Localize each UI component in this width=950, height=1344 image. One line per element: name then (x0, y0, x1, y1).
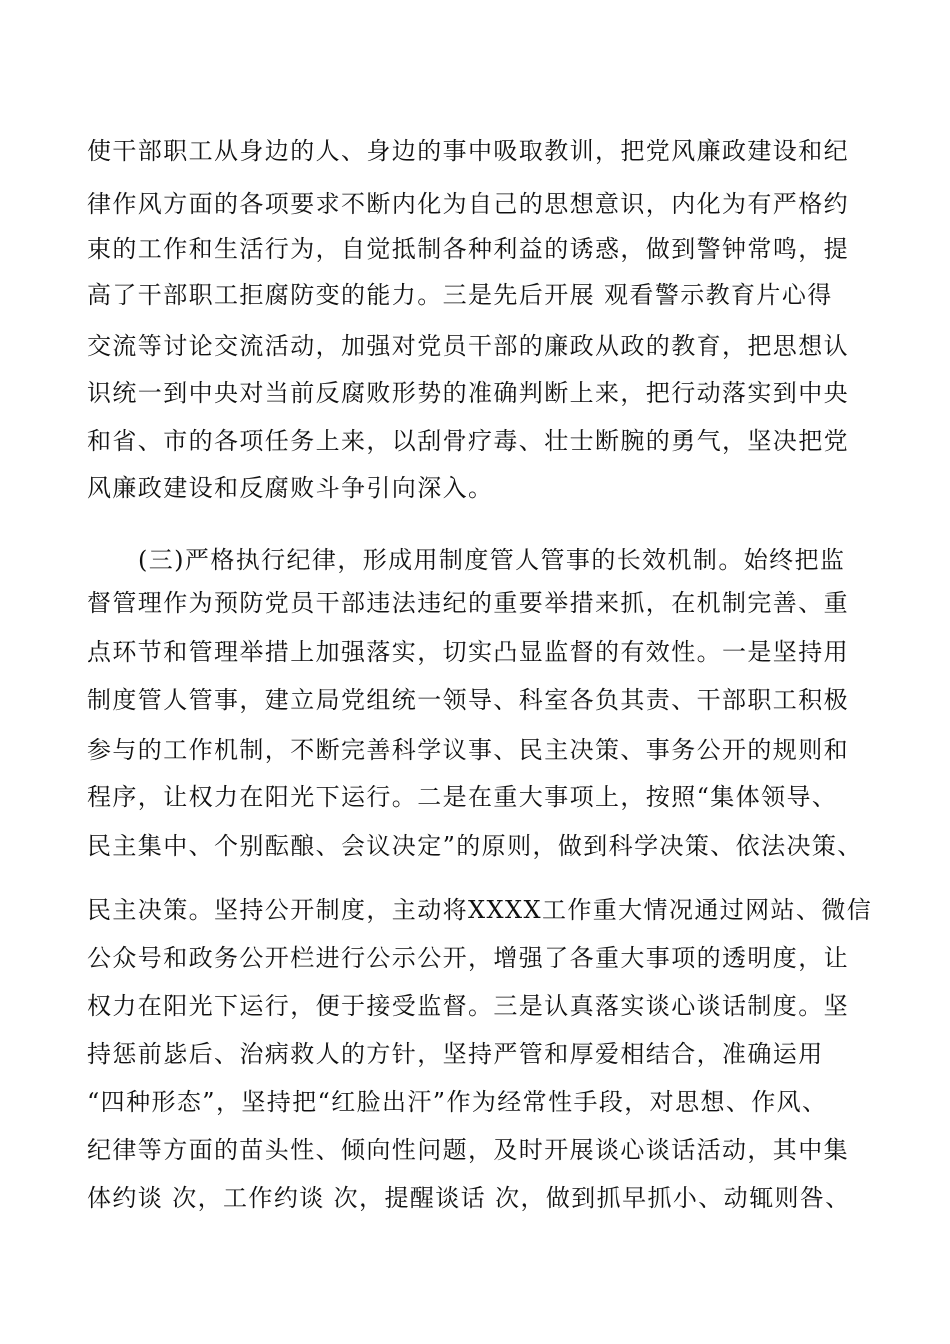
text-line: 点环节和管理举措上加强落实，切实凸显监督的有效性。一是坚持用 (87, 638, 849, 666)
text-line: 纪律等方面的苗头性、倾向性问题，及时开展谈心谈话活动，其中集 (87, 1136, 849, 1164)
text-line: 权力在阳光下运行，便于接受监督。三是认真落实谈心谈话制度。坚 (87, 992, 849, 1020)
text-line: 交流等讨论交流活动，加强对党员干部的廉政从政的教育，把思想认 (87, 332, 849, 360)
text-line: 制度管人管事，建立局党组统一领导、科室各负其责、干部职工积极 (87, 686, 849, 714)
text-line: 体约谈 次，工作约谈 次，提醒谈话 次，做到抓早抓小、动辄则咎、 (87, 1184, 851, 1212)
text-line: 督管理作为预防党员干部违法违纪的重要举措来抓，在机制完善、重 (87, 589, 849, 617)
text-line: 持惩前毖后、治病救人的方针，坚持严管和厚爱相结合，准确运用 (87, 1040, 824, 1068)
text-line: 使干部职工从身边的人、身边的事中吸取教训，把党风廉政建设和纪 (87, 137, 849, 165)
text-line: 识统一到中央对当前反腐败形势的准确判断上来，把行动落实到中央 (87, 379, 849, 407)
text-line: 程序，让权力在阳光下运行。二是在重大事项上，按照“集体领导、 (87, 783, 838, 811)
paragraph-heading-line: (三)严格执行纪律，形成用制度管人管事的长效机制。始终把监 (138, 546, 846, 574)
text-line: 高了干部职工拒腐防变的能力。三是先后开展 观看警示教育片心得 (87, 281, 833, 309)
text-line: 律作风方面的各项要求不断内化为自己的思想意识，内化为有严格约 (87, 190, 849, 218)
text-line: “四种形态”，坚持把“红脸出汗”作为经常性手段，对思想、作风、 (87, 1088, 828, 1116)
text-line: 束的工作和生活行为，自觉抵制各种利益的诱惑，做到警钟常鸣，提 (87, 235, 849, 263)
text-line: 民主集中、个别酝酿、会议决定”的原则，做到科学决策、依法决策、 (87, 832, 863, 860)
text-line: 民主决策。坚持公开制度，主动将XXXX工作重大情况通过网站、微信 (87, 896, 873, 924)
text-line: 公众号和政务公开栏进行公示公开，增强了各重大事项的透明度，让 (87, 944, 849, 972)
text-line: 和省、市的各项任务上来，以刮骨疗毒、壮士断腕的勇气，坚决把党 (87, 427, 849, 455)
text-line: 风廉政建设和反腐败斗争引向深入。 (87, 474, 494, 502)
text-line: 参与的工作机制，不断完善科学议事、民主决策、事务公开的规则和 (87, 736, 849, 764)
